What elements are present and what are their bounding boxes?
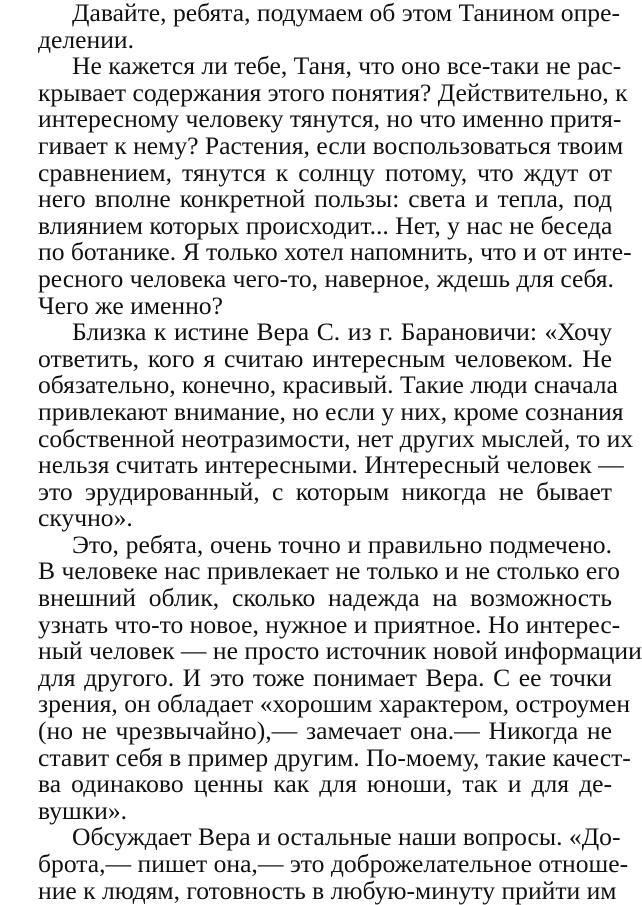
text-line: это эрудированный, с которым никогда не бывает — [38, 476, 612, 506]
text-line: зрения, он обладает «хорошим характером, остроумен — [38, 689, 631, 719]
text-line: вушки». — [38, 795, 128, 825]
text-line: брота,— пишет она,— это доброжелательное отноше- — [38, 849, 629, 878]
text-line: ресного человека чего-то, наверное, ждешь для себя. — [38, 263, 614, 293]
text-line: В человеке нас привлекает не только и не столько его — [38, 556, 620, 586]
paragraph-2 — [4, 51, 632, 320]
paragraph-5 — [4, 822, 629, 905]
text-line: Это, ребята, очень точно и правильно подмечено. — [72, 529, 612, 559]
text-line: для другого. И это тоже понимает Вера. С ее точки — [38, 662, 612, 692]
text-line: ответить, кого я считаю интересным человеком. Не — [38, 343, 612, 373]
text-line: Обсуждает Вера и остальные наши вопросы. «До- — [72, 822, 621, 852]
text-line: интересному человеку тянутся, но что именно притя- — [38, 104, 622, 134]
text-line: влиянием которых происходит... Нет, у нас не беседа — [38, 210, 613, 240]
text-line: внешний облик, сколько надежда на возможность — [38, 583, 612, 613]
text-line: узнать что-то новое, нужное и приятное. Но интерес- — [38, 609, 621, 639]
text-line: крывает содержания этого понятия? Действительно, к — [38, 77, 628, 107]
text-line: него вполне конкретной пользы: света и тепла, под — [38, 184, 612, 214]
text-line: ставит себя в пример другим. По-моему, такие качест- — [38, 742, 631, 772]
text-line: обязательно, конечно, красивый. Такие люди сначала — [38, 370, 618, 400]
paragraph-1 — [4, 0, 620, 54]
text-line: ние к людям, готовность в любую-минуту прийти им — [38, 875, 617, 905]
text-line: сравнением, тянутся к солнцу потому, что ждут от — [38, 157, 612, 187]
text-line: ва одинаково ценны как для юноши, так и для де- — [38, 769, 612, 799]
text-line: по ботанике. Я только хотел напомнить, что и от инте- — [38, 237, 632, 267]
text-line: ный человек — не просто источник новой информации — [38, 636, 642, 666]
text-line: делении. — [38, 24, 135, 54]
text-line: привлекают внимание, но если у них, кроме сознания — [38, 396, 624, 426]
text-line: (но не чрезвычайно),— замечает она.— Никогда не — [38, 716, 612, 746]
text-line: скучно». — [38, 503, 133, 533]
text-line: Чего же именно? — [38, 290, 223, 320]
text-line: гивает к нему? Растения, если воспользоваться твоим — [38, 130, 624, 160]
text-line: Близка к истине Вера С. из г. Барановичи: «Хочу — [72, 317, 612, 347]
text-line: нельзя считать интересными. Интересный человек — — [38, 450, 624, 480]
paragraph-4 — [4, 529, 642, 825]
text-line: Давайте, ребята, подумаем об этом Танином опре- — [72, 0, 620, 27]
text-line: Не кажется ли тебе, Таня, что оно все-таки не рас- — [72, 51, 622, 81]
text-line: собственной неотразимости, нет других мыслей, то их — [38, 423, 634, 453]
paragraph-3 — [4, 317, 634, 533]
